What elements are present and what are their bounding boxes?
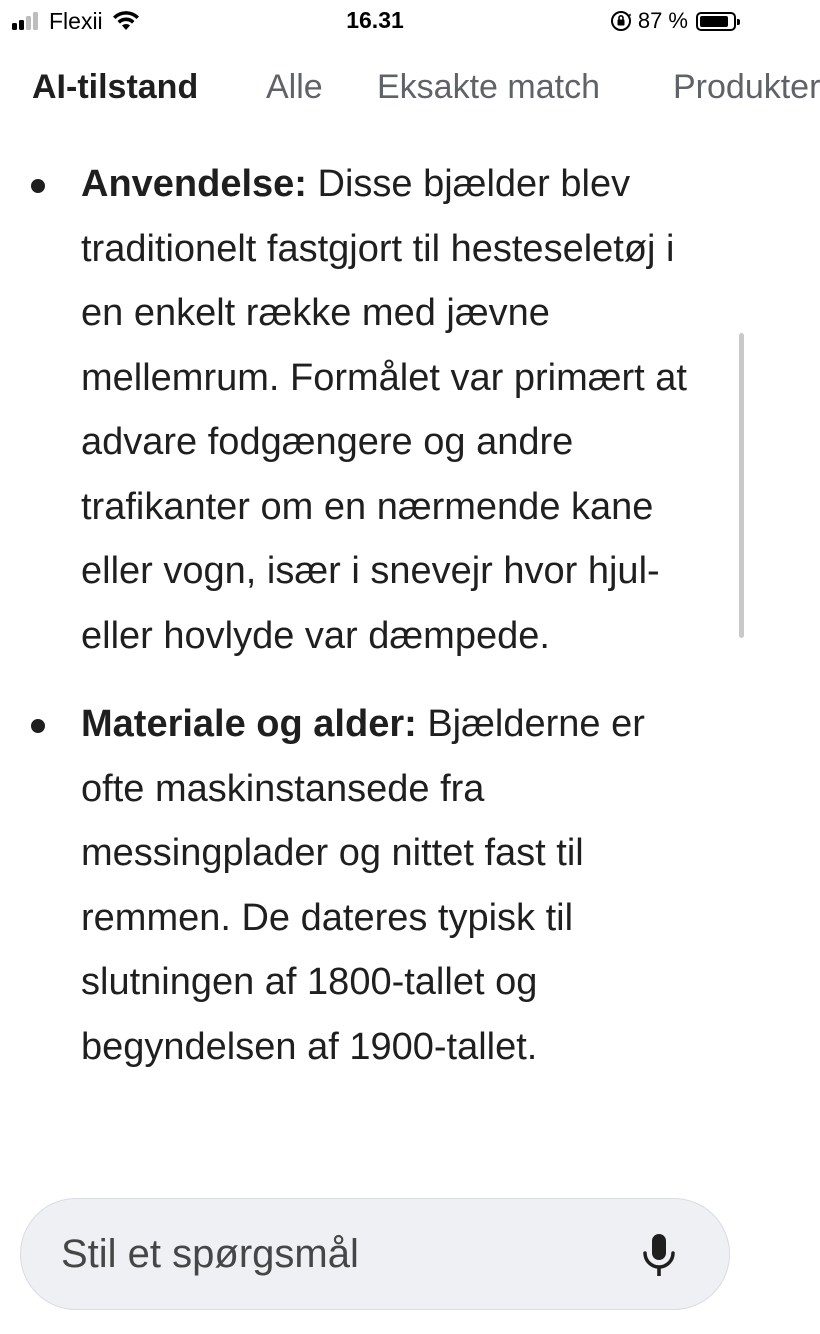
bullet-point: [31, 179, 45, 193]
status-right: [610, 8, 736, 34]
orientation-lock-icon: [610, 10, 632, 32]
ask-question-bar: [20, 1198, 730, 1310]
bullet-text: Bjælderne er ofte maskinstansede fra messingplader og nittet fast til remmen. De dateres typisk til slutningen af 1800-tallet og begyndelsen af 1900-tallet.: [81, 703, 645, 1068]
scrollbar[interactable]: [739, 333, 744, 638]
search-mode-tabs: [0, 58, 820, 120]
microphone-icon[interactable]: [639, 1231, 679, 1279]
bullet-point: [31, 719, 45, 733]
content-fade: [0, 1140, 750, 1180]
ai-answer-content: [0, 152, 750, 1174]
bullet-heading: Materiale og alder:: [81, 703, 417, 745]
tab-products[interactable]: Produkter: [673, 68, 820, 106]
battery-icon: [696, 12, 736, 31]
tab-exact-match[interactable]: Eksakte match: [377, 68, 600, 106]
ask-input[interactable]: [61, 1225, 601, 1283]
bullet-heading: Anvendelse:: [81, 163, 307, 205]
battery-percentage: 87 %: [637, 8, 688, 33]
tab-ai-mode[interactable]: AI-tilstand: [32, 68, 199, 106]
tab-all[interactable]: Alle: [266, 68, 323, 106]
list-item: [0, 152, 750, 668]
list-item: [0, 692, 750, 1079]
bullet-text: Disse bjælder blev traditionelt fastgjort til hesteseletøj i en enkelt række med jævne mellemrum. Formålet var primært at advare fodgængere og andre trafikanter om en nærmende kane eller vogn, især i snevejr hvor hjul- eller hovlyde var dæmpede.: [81, 163, 687, 657]
status-bar: [0, 0, 750, 42]
battery-level: [700, 16, 728, 27]
carrier-name: Flexii: [49, 7, 103, 34]
answer-bullet-list: [0, 152, 750, 1079]
status-time: 16.31: [346, 7, 404, 33]
